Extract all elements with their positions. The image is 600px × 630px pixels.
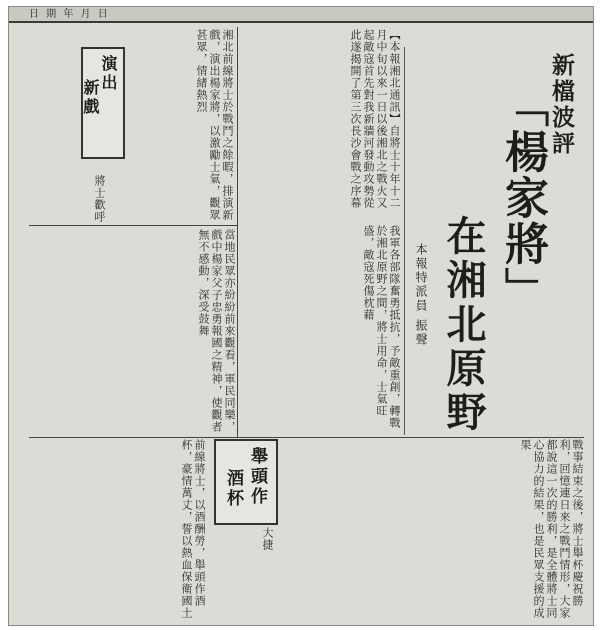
article-body-g: 大捷 <box>261 527 274 551</box>
subhead-line1: 舉頭作 <box>247 447 267 507</box>
article-body-e: 戰事結束之後，將士舉杯慶祝勝利，回憶連日來之戰鬥情形，大家都說這一次的勝利，是全體將士同心協力的結果，也是民眾支援的成果 <box>519 439 584 619</box>
subhead-line1: 演出 <box>99 55 118 93</box>
byline: 本報特派員 振聲 <box>414 243 428 347</box>
subhead-box <box>214 439 278 525</box>
subhead-box <box>81 47 125 159</box>
column-rule <box>237 27 238 437</box>
article-lead: 【本報湘北通訊】自將士十年十二月中旬以來一日以後湘北之戰火又起敵寇首先對我新牆河發動攻勢從此遂揭開了第三次長沙會戰之序幕 <box>349 29 401 209</box>
headline-title-line2: 在湘北原野 <box>440 215 487 435</box>
article-body-f: 前線將士，以酒酬勞，舉頭作酒杯，豪情萬丈，誓以熱血保衛國土 <box>180 439 206 619</box>
article-body-b: 湘北前線將士於戰鬥之餘暇，排演新戲，演出楊家將，以激勵士氣，觀眾甚眾，情緒熱烈 <box>195 29 234 221</box>
subhead-line2: 酒杯 <box>223 469 243 509</box>
headline-block <box>404 47 585 435</box>
section-rule <box>29 225 237 226</box>
headline-kicker: 新檔波評 <box>548 53 575 157</box>
masthead: 日 期 年 月 日 <box>9 7 593 23</box>
article-body-d: 當地民眾亦紛紛前來觀看，軍民同樂，戲中楊家父子忠勇報國之精神，使觀者無不感動，深受鼓舞 <box>197 229 236 433</box>
headline-title-line1: 「楊家將」 <box>497 83 548 313</box>
subhead-line2: 新戲 <box>81 79 100 117</box>
article-body-a: 我軍各部隊奮勇抵抗，予敵重創，轉戰於湘北原野之間，將士用命，士氣旺盛，敵寇死傷枕藉 <box>362 225 401 429</box>
article-body-c: 將士歡呼 <box>93 175 106 223</box>
newspaper-page <box>8 6 594 626</box>
